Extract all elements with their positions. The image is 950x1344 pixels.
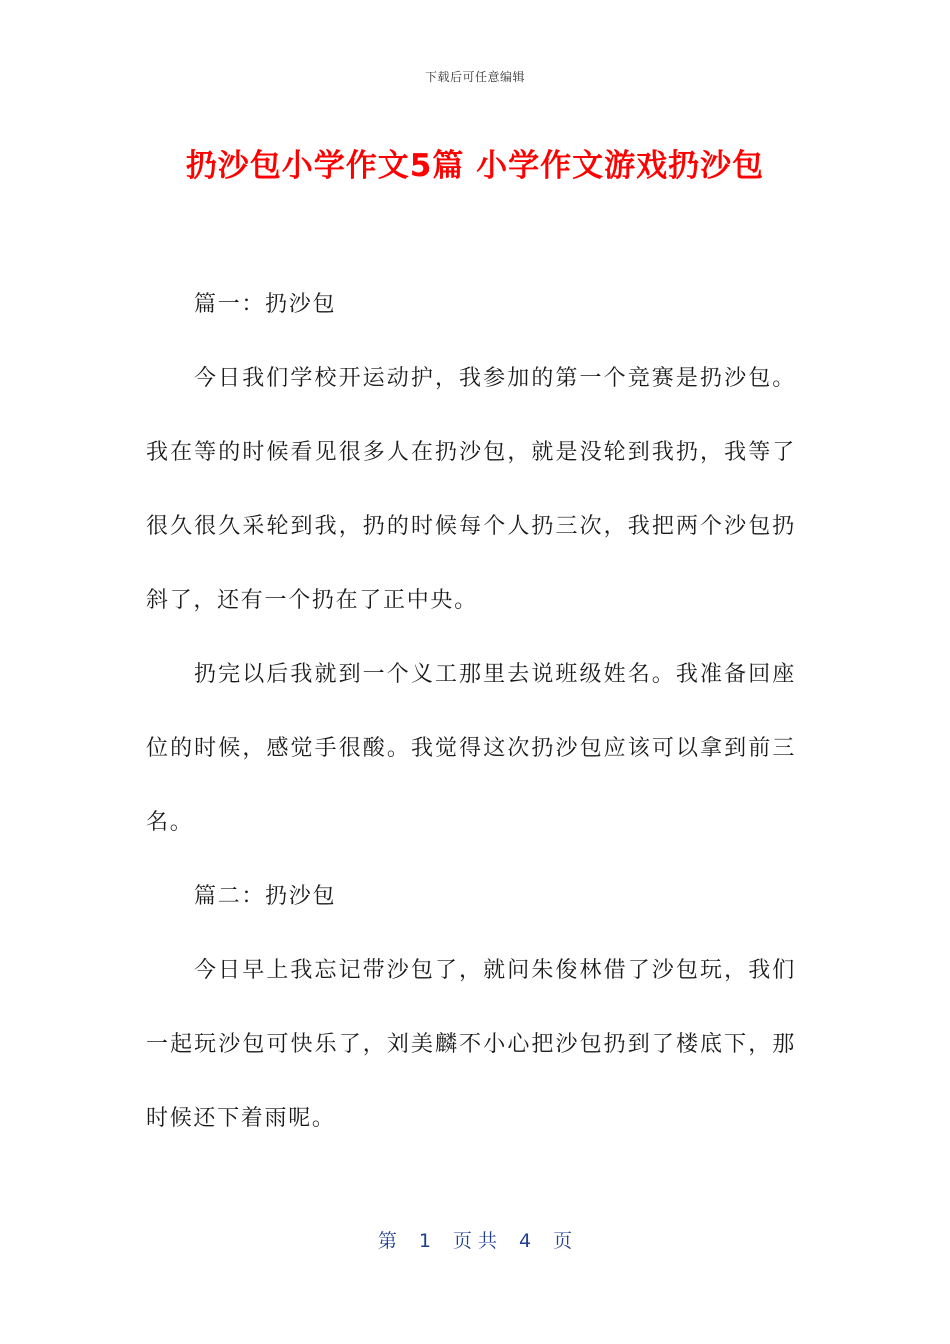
footer-total-pages: 4 [519,1230,532,1252]
section-heading-1: 篇一：扔沙包 [194,292,337,317]
paragraph: 今日早上我忘记带沙包了，就问朱俊林借了沙包玩，我们一起玩沙包可快乐了，刘美麟不小心把沙包扔到了楼底下，那时候还下着雨呢。 [146,958,796,1131]
paragraph: 扔完以后我就到一个义工那里去说班级姓名。我准备回座位的时候，感觉手很酸。我觉得这次扔沙包应该可以拿到前三名。 [146,662,796,835]
footer-page-unit: 页 [452,1230,472,1252]
footer-total-word: 共 [478,1230,498,1252]
document-title: 扔沙包小学作文5篇 小学作文游戏扔沙包 [185,148,765,184]
section-heading-2: 篇二：扔沙包 [194,884,337,909]
page-footer [0,1226,950,1253]
footer-current-page: 1 [418,1230,431,1252]
header-note: 下载后可任意编辑 [424,70,525,84]
paragraph: 今日我们学校开运动护，我参加的第一个竞赛是扔沙包。我在等的时候看见很多人在扔沙包，就是没轮到我扔，我等了很久很久采轮到我，扔的时候每个人扔三次，我把两个沙包扔斜了，还有一个扔在了正中央。 [146,366,796,613]
footer-page-word: 第 [377,1230,397,1252]
footer-total-unit: 页 [553,1230,573,1252]
document-body [146,268,796,1156]
